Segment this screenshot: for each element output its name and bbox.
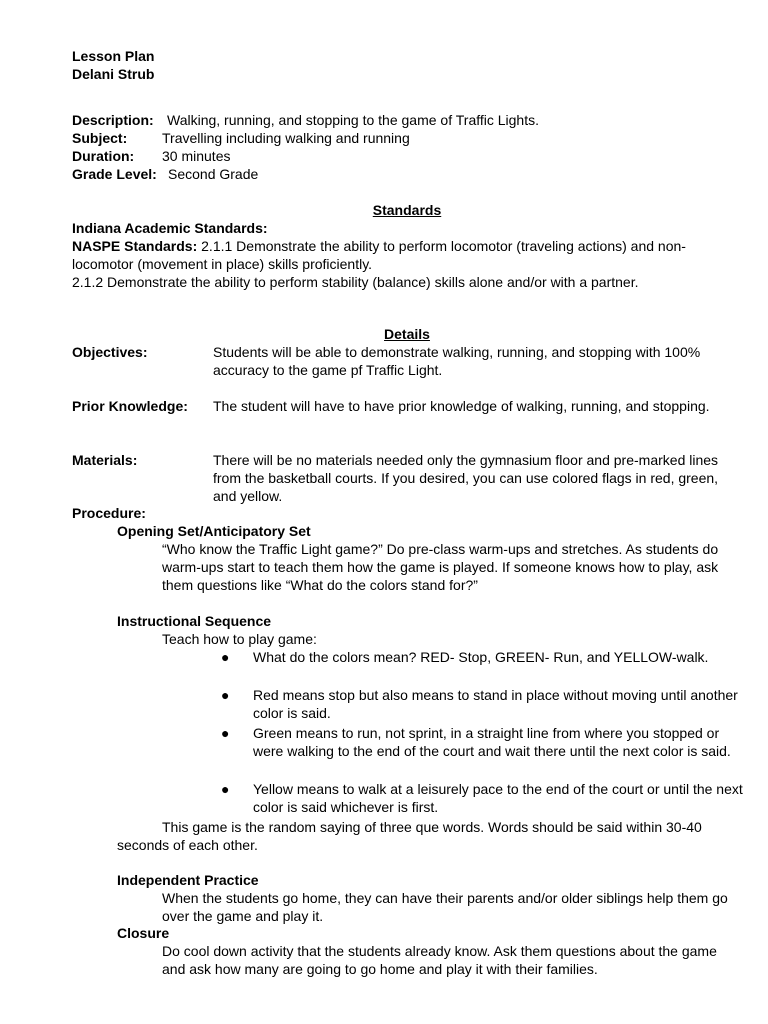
description-label: Description: xyxy=(72,112,154,128)
subject-row xyxy=(72,129,742,147)
subject-label: Subject: xyxy=(72,130,128,146)
opening-set-heading: Opening Set/Anticipatory Set xyxy=(117,523,311,539)
standards-heading: Standards xyxy=(372,202,442,218)
bullet-icon: ● xyxy=(221,649,230,665)
bullet-text: Yellow means to walk at a leisurely pace to the end of the court or until the next color is said whichever is first. xyxy=(253,781,743,815)
indiana-standards-label: Indiana Academic Standards: xyxy=(72,220,268,236)
naspe-text: 2.1.1 Demonstrate the ability to perform locomotor (traveling actions) and non-locomotor (movement in place) skills proficiently. xyxy=(72,238,686,272)
instructional-intro: Teach how to play game: xyxy=(162,631,317,647)
grade-value: Second Grade xyxy=(168,166,259,182)
lesson-plan-title: Lesson Plan xyxy=(72,48,155,64)
duration-row xyxy=(72,147,742,165)
standard-2-1-2: 2.1.2 Demonstrate the ability to perform stability (balance) skills alone and/or with a partner. xyxy=(72,274,639,290)
bullet-icon: ● xyxy=(221,781,230,797)
independent-practice-text: When the students go home, they can have their parents and/or older siblings help them go over the game and play it. xyxy=(162,890,728,924)
author-name: Delani Strub xyxy=(72,66,155,82)
procedure-label: Procedure: xyxy=(72,505,146,521)
opening-set-text: “Who know the Traffic Light game?” Do pre-class warm-ups and stretches. As students do warm-ups start to teach them how the game is played. If someone knows how to play, ask them questions like “What do the colors stand for?” xyxy=(162,541,719,593)
closure-text: Do cool down activity that the students already know. Ask them questions about the game and ask how many are going to go home and play it with their families. xyxy=(162,943,717,977)
bullet-text: Green means to run, not sprint, in a straight line from where you stopped or were walking to the end of the court and wait there until the next color is said. xyxy=(253,725,731,759)
bullet-icon: ● xyxy=(221,687,230,703)
materials-label: Materials: xyxy=(72,452,138,468)
description-value: Walking, running, and stopping to the game of Traffic Lights. xyxy=(167,112,539,128)
details-heading: Details xyxy=(384,326,430,342)
objectives-text: Students will be able to demonstrate walking, running, and stopping with 100% accuracy to the game pf Traffic Light. xyxy=(213,344,701,378)
objectives-label: Objectives: xyxy=(72,344,148,360)
grade-row xyxy=(72,165,742,183)
independent-practice-heading: Independent Practice xyxy=(117,872,259,888)
closure-heading: Closure xyxy=(117,925,170,941)
duration-label: Duration: xyxy=(72,148,135,164)
prior-knowledge-text: The student will have to have prior knowledge of walking, running, and stopping. xyxy=(213,398,710,414)
bullet-text: Red means stop but also means to stand in place without moving until another color is said. xyxy=(253,687,738,721)
materials-text: There will be no materials needed only the gymnasium floor and pre-marked lines from the basketball courts. If you desired, you can use colored flags in red, green, and yellow. xyxy=(213,452,719,504)
bullet-icon: ● xyxy=(221,725,230,741)
description-row xyxy=(72,111,742,129)
prior-knowledge-label: Prior Knowledge: xyxy=(72,398,188,414)
subject-value: Travelling including walking and running xyxy=(162,130,410,146)
naspe-label: NASPE Standards: xyxy=(72,238,198,254)
instructional-closing-text: This game is the random saying of three que words. Words should be said within 30-40 seconds of each other. xyxy=(117,819,702,853)
bullet-text: What do the colors mean? RED- Stop, GREEN- Run, and YELLOW-walk. xyxy=(253,649,709,665)
naspe-standards-paragraph xyxy=(72,237,742,273)
instructional-sequence-heading: Instructional Sequence xyxy=(117,613,272,629)
duration-value: 30 minutes xyxy=(162,148,231,164)
grade-label: Grade Level: xyxy=(72,166,157,182)
